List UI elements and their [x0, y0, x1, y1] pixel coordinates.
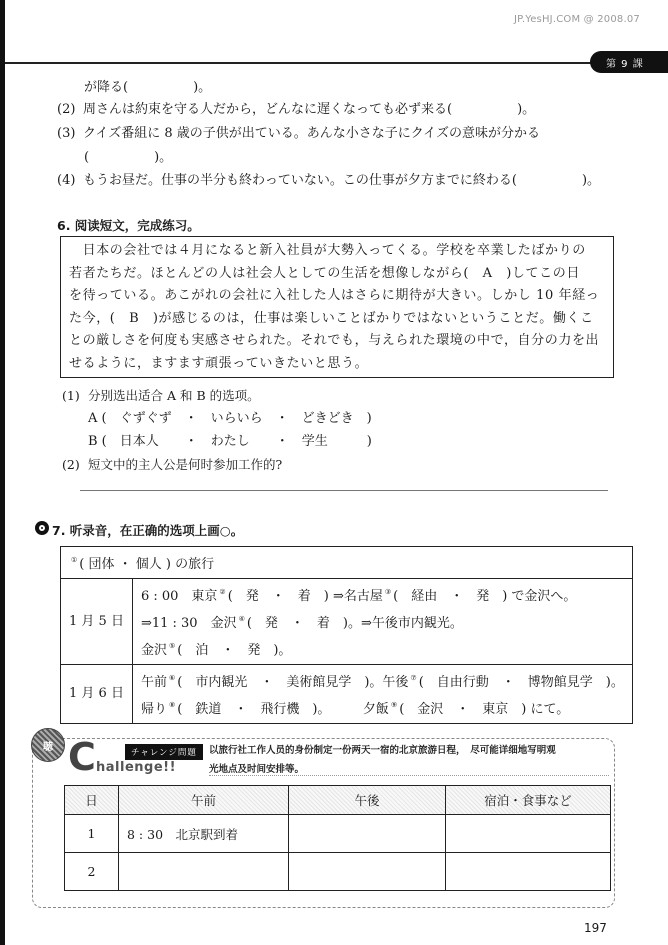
challenge-logo-c: C: [68, 735, 96, 779]
circled-number: ⑤: [168, 642, 176, 650]
passage-line: た今，( B )が感じるのは，仕事は楽しいことばかりではないということだ。働くこ: [69, 310, 594, 326]
question-item-2: [57, 101, 535, 119]
q1-continuation: が降る( )。: [84, 80, 212, 95]
speech-bubble-icon: 聴: [31, 728, 65, 762]
circled-number: ④: [238, 615, 245, 623]
dotted-rule: [209, 775, 609, 776]
circled-number: ⑥: [168, 674, 176, 682]
question-text: 分别选出适合 A 和 B 的选项。: [88, 388, 260, 403]
table-row: [61, 665, 633, 724]
question-number: (1): [62, 388, 80, 403]
day-cell: 1 月 6 日: [61, 665, 133, 724]
reading-passage: [60, 236, 614, 378]
choice-text: ( 金沢 ・ 東京 ) にて。: [399, 702, 570, 717]
text: 6 : 00 東京: [140, 589, 218, 604]
lesson-label: 第 9 課: [606, 58, 644, 70]
day-cell: 1 月 5 日: [61, 579, 133, 665]
question-item-4: [57, 172, 600, 190]
col-header-day: 日: [65, 786, 119, 815]
day-cell: 1: [65, 815, 119, 853]
lesson-tab: [590, 51, 668, 73]
challenge-label: チャレンジ問題: [125, 744, 203, 760]
section-6-q2: [62, 456, 282, 474]
text: 帰り: [140, 702, 167, 717]
question-number: (4): [57, 173, 76, 188]
morning-cell[interactable]: [119, 853, 289, 891]
challenge-instruction: 以旅行社工作人员的身份制定一份两天一宿的北京旅游日程， 尽可能详细地写明观: [209, 745, 556, 756]
afternoon-cell[interactable]: [289, 853, 446, 891]
trip-type-cell: [61, 547, 633, 579]
choice-text: ( 発 ・ 着 )。⇒午後市内観光。: [246, 616, 463, 631]
options-b: B ( 日本人 ・ わたし ・ 学生 ): [88, 434, 372, 449]
choice-text: ( 発 ・ 着 ) ⇒名古屋: [227, 589, 383, 604]
section-7-title: 7. 听录音，在正确的选项上画○。: [52, 523, 244, 538]
itinerary-cell: [132, 579, 632, 665]
col-header-morning: 午前: [119, 786, 289, 815]
circled-number: ③: [384, 588, 392, 596]
itinerary-cell: [132, 665, 632, 724]
col-header-afternoon: 午後: [289, 786, 446, 815]
audio-disc-icon: [35, 521, 49, 535]
challenge-instruction-cont: 光地点及时间安排等。: [209, 764, 305, 775]
travel-schedule-table: [60, 546, 633, 724]
circled-number: ⑦: [410, 674, 417, 682]
passage-line: との厳しさを何度も実感させられた。それでも，与えられた環境の中で，自分の力を出: [69, 333, 600, 348]
table-row: [65, 853, 611, 891]
lodging-cell[interactable]: [446, 815, 611, 853]
col-header-lodging: 宿泊・食事など: [446, 786, 611, 815]
lodging-cell[interactable]: [446, 853, 611, 891]
book-binding-edge: [0, 0, 5, 945]
question-item-3-continuation: ( )。: [84, 150, 173, 165]
question-text: クイズ番組に 8 歳の子供が出ている。あんな小さな子にクイズの意味が分かる: [83, 126, 540, 141]
passage-line: を待っている。あこがれの会社に入社した人はさらに期待が大きい。しかし 10 年経っ: [69, 288, 600, 303]
itinerary-plan-table: [64, 785, 611, 891]
itinerary-line: [141, 581, 624, 608]
challenge-logo-text: hallenge!!: [96, 760, 176, 775]
question-item-3: [57, 125, 540, 143]
question-number: (2): [57, 102, 76, 117]
passage-line: せるように，ますます頑張っていきたいと思う。: [69, 355, 369, 371]
passage-line: 日本の会社では４月になると新入社員が大勢入ってくる。学校を卒業したばかりの: [69, 243, 586, 258]
table-row: [61, 547, 633, 579]
table-header-row: [65, 786, 611, 815]
itinerary-line: [141, 608, 624, 635]
choice-text: ( 泊 ・ 発 )。: [177, 643, 292, 658]
text: 金沢: [140, 643, 167, 658]
day-cell: 2: [65, 853, 119, 891]
itinerary-line: [141, 667, 624, 694]
question-number: (3): [57, 126, 76, 141]
choice-text: ( 鉄道 ・ 飛行機 )。 夕飯: [177, 702, 389, 717]
question-text: 周さんは約束を守る人だから，どんなに遅くなっても必ず来る( )。: [83, 102, 536, 117]
circled-number: ⑧: [168, 701, 176, 709]
watermark: JP.YesHJ.COM @ 2008.07: [514, 14, 640, 25]
table-row: [65, 815, 611, 853]
answer-line: [80, 490, 608, 491]
trip-type-text: ( 団体 ・ 個人 ) の旅行: [79, 557, 215, 572]
text: 午前: [140, 675, 167, 690]
question-number: (2): [62, 457, 80, 472]
section-6-q1: [62, 387, 260, 405]
choice-text: ( 自由行動 ・ 博物館見学 )。: [418, 675, 624, 690]
question-text: もうお昼だ。仕事の半分も終わっていない。この仕事が夕方までに終わる( )。: [83, 173, 601, 188]
itinerary-line: [141, 635, 624, 662]
choice-text: ( 経由 ・ 発 ) で金沢へ。: [393, 589, 577, 604]
passage-line: 若者たちだ。ほとんどの人は社会人としての生活を想像しながら( A )してこの日: [69, 265, 580, 281]
page-number: 197: [584, 921, 607, 935]
header-rule: [5, 62, 605, 64]
table-row: [61, 579, 633, 665]
itinerary-line: [141, 694, 624, 721]
circled-number: ②: [219, 588, 226, 596]
question-text: 短文中的主人公是何时参加工作的?: [88, 457, 283, 472]
text: ⇒11 : 30 金沢: [140, 616, 237, 631]
circled-number: ⑨: [390, 701, 398, 709]
afternoon-cell[interactable]: [289, 815, 446, 853]
circled-number: ①: [71, 556, 78, 564]
morning-cell[interactable]: 8 : 30 北京駅到着: [119, 815, 289, 853]
section-6-title: 6. 阅读短文，完成练习。: [57, 218, 200, 233]
choice-text: ( 市内観光 ・ 美術館見学 )。午後: [177, 675, 409, 690]
options-a: A ( ぐずぐず ・ いらいら ・ どきどき ): [88, 411, 372, 426]
